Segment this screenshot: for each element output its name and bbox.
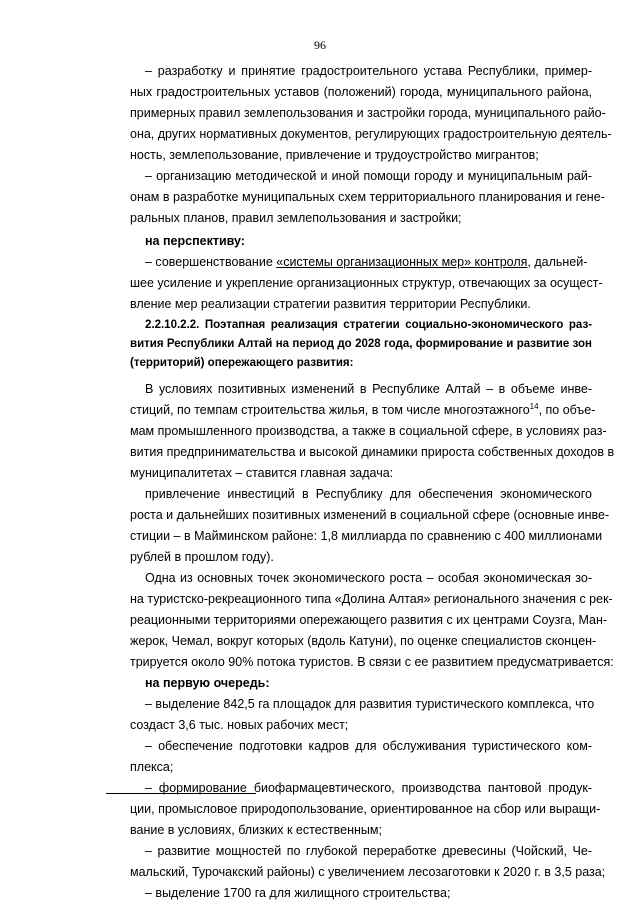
text-line: жерок, Чемал, вокруг которых (вдоль Катуни), по оценке специалистов сконцен- — [130, 634, 597, 648]
section-heading-line: (территорий) опережающего развития: — [130, 357, 354, 369]
text-line: плекса; — [130, 760, 174, 774]
subheading: на перспективу: — [145, 234, 245, 248]
text-line: привлечение инвестиций в Республику для обеспечения экономического — [145, 487, 592, 501]
text-line: стиции – в Майминском районе: 1,8 миллиарда по сравнению с 400 миллионами — [130, 529, 603, 543]
text-line: – обеспечение подготовки кадров для обслуживания туристического ком- — [145, 739, 592, 753]
text-segment: – совершенствование — [145, 255, 277, 269]
text-line: ральных планов, правил землепользования и застройки; — [130, 211, 462, 225]
text-line: ность, землепользование, привлечение и трудоустройство мигрантов; — [130, 148, 539, 162]
text-line: она, других нормативных документов, регулирующих градостроительную деятель- — [130, 127, 612, 141]
text-line: трируется около 90% потока туристов. В связи с ее развитием предусматривается: — [130, 655, 614, 669]
text-line: – формирование биофармацевтического, производства пантовой продук- — [145, 781, 592, 795]
text-line: муниципалитетах – ставится главная задача: — [130, 466, 394, 480]
text-line: онам в разработке муниципальных схем территориального планирования и гене- — [130, 190, 605, 204]
underlined-phrase: «системы организационных мер» контроля — [276, 255, 528, 269]
text-line: вития предпринимательства и высокой динамики прироста собственных доходов в — [130, 445, 615, 459]
section-heading-line: вития Республики Алтай на период до 2028 года, формирование и развитие зон — [130, 338, 592, 350]
text-line: – выделение 1700 га для жилищного строительства; — [145, 886, 451, 900]
text-line: роста и дальнейших позитивных изменений в социальной сфере (основные инве- — [130, 508, 610, 522]
text-line: вление мер реализации стратегии развития территории Республики. — [130, 297, 531, 311]
text-line: шее усиление и укрепление организационных структур, отвечающих за осущест- — [130, 276, 603, 290]
text-line: ных градостроительных уставов (положений) города, муниципального района, — [130, 85, 592, 99]
section-heading-line: 2.2.10.2.2. Поэтапная реализация стратегии социально-экономического раз- — [145, 319, 592, 331]
text-line: реационными территориями опережающего развития с их центрами Соузга, Ман- — [130, 613, 608, 627]
text-line — [130, 401, 596, 417]
text-line: – выделение 842,5 га площадок для развития туристического комплекса, что — [145, 697, 595, 711]
page-number: 96 — [314, 38, 326, 52]
text-line: на туристско-рекреационного типа «Долина Алтая» регионального значения с рек- — [130, 592, 613, 606]
text-segment: стиций, по темпам строительства жилья, в том числе многоэтажного — [130, 403, 530, 417]
text-segment: , дальней- — [527, 255, 588, 269]
text-line: В условиях позитивных изменений в Республике Алтай – в объеме инве- — [145, 382, 592, 396]
text-line: мам промышленного производства, а также в социальной сфере, в условиях раз- — [130, 424, 607, 438]
text-line: мальский, Турочакский районы) с увеличением лесозаготовки к 2020 г. в 3,5 раза; — [130, 865, 606, 879]
text-line: – развитие мощностей по глубокой переработке древесины (Чойский, Че- — [145, 844, 592, 858]
text-line: вание в условиях, близких к естественным; — [130, 823, 382, 837]
footnote-ref: 14 — [529, 401, 539, 411]
text-line — [145, 256, 607, 269]
text-line: – разработку и принятие градостроительного устава Республики, пример- — [145, 64, 592, 78]
text-line: Одна из основных точек экономического роста – особая экономическая зо- — [145, 571, 592, 585]
subheading: на первую очередь: — [145, 676, 270, 690]
text-line: ции, промысловое природопользование, ориентированное на сбор или выращи- — [130, 802, 601, 816]
text-line: – организацию методической и иной помощи городу и муниципальным рай- — [145, 169, 592, 183]
text-line: примерных правил землепользования и застройки города, муниципального райо- — [130, 106, 606, 120]
text-line: рублей в прошлом году). — [130, 550, 274, 564]
text-line: создаст 3,6 тыс. новых рабочих мест; — [130, 718, 349, 732]
text-segment: , по объе- — [538, 403, 596, 417]
